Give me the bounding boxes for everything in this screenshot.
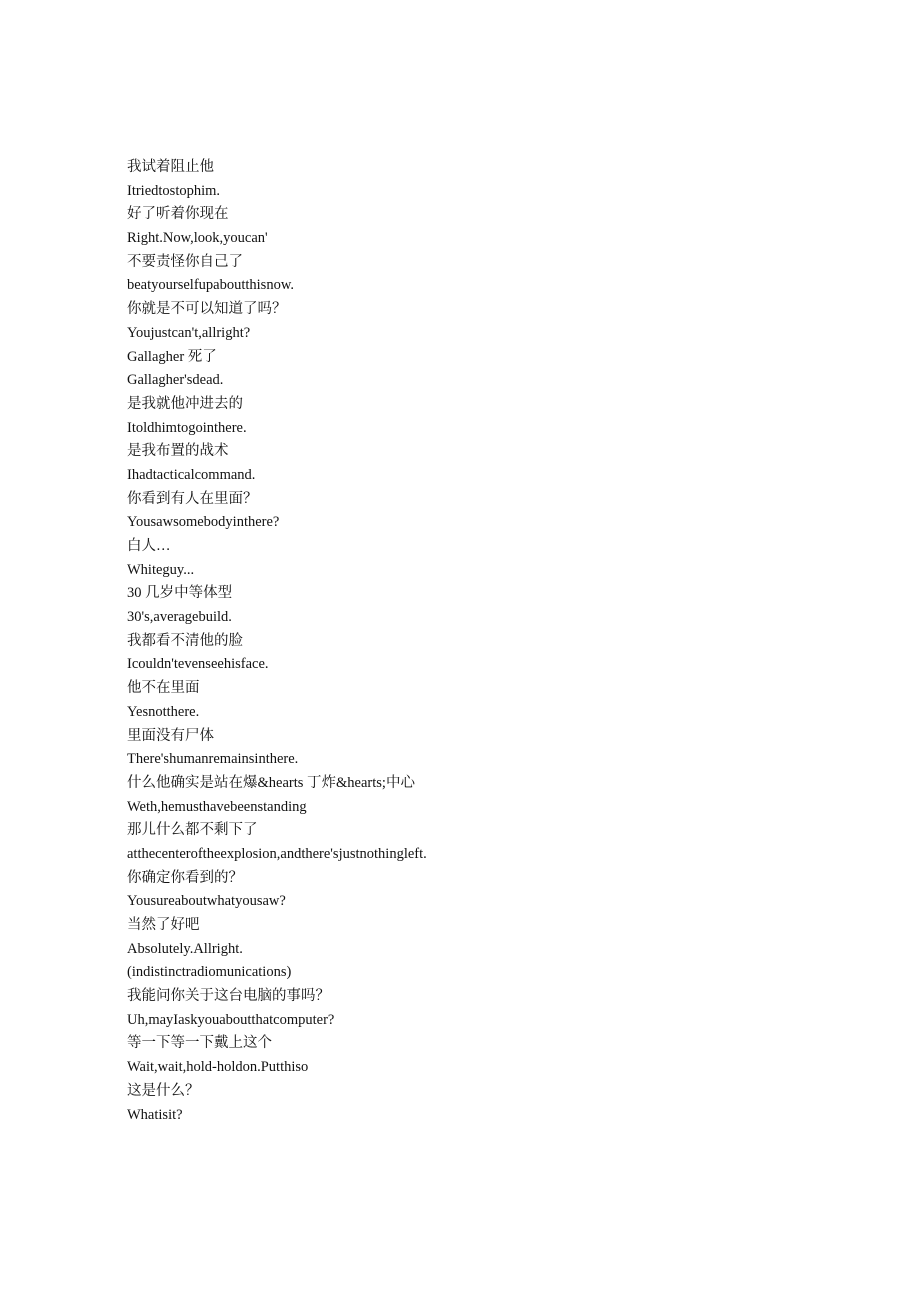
line-22: Icouldn'tevenseehisface. [127,656,269,673]
line-33: 当然了好吧 [127,917,200,933]
line-17: 白人… [127,538,171,554]
line-5: 不要责怪你自己了 [127,253,243,270]
line-19: 30 几岁中等体型 [127,585,233,602]
line-35: (indistinctradiomunications) [127,964,292,981]
subtitle-lines [127,156,887,1127]
line-14: Ihadtacticalcommand. [127,466,256,483]
line-34: Absolutely.Allright. [127,940,243,957]
line-11: 是我就他冲进去的 [127,395,243,412]
line-21: 我都看不清他的脸 [127,632,243,649]
line-3: 好了听着你现在 [127,206,229,223]
line-32: Yousureaboutwhatyousaw? [127,893,286,910]
line-29: 那儿什么都不剩下了 [127,822,258,839]
line-9: Gallagher 死了 [127,348,217,365]
line-16: Yousawsomebodyinthere? [127,514,280,531]
line-8: Youjustcan't,allright? [127,324,251,341]
line-26: There'shumanremainsinthere. [127,751,299,768]
line-25: 里面没有尸体 [127,727,214,744]
line-24: Yesnotthere. [127,703,200,720]
line-41: Whatisit? [127,1106,183,1123]
line-1: 我试着阻止他 [127,159,214,175]
line-36: 我能问你关于这台电脑的事吗？ [127,988,330,1005]
line-40: 这是什么？ [127,1082,200,1099]
line-2: Itriedtostophim. [127,182,221,199]
line-27: 什么他确实是站在爆&hearts 丁炸&hearts;中心 [127,774,415,791]
line-30: atthecenteroftheexplosion,andthere'sjustnothingleft. [127,845,427,862]
line-31: 你确定你看到的？ [127,869,243,886]
line-12: Itoldhimtogointhere. [127,419,247,436]
line-7: 你就是不可以知道了吗？ [127,301,287,318]
line-39: Wait,wait,hold-holdon.Putthiso [127,1059,309,1076]
line-15: 你看到有人在里面？ [127,490,258,507]
line-23: 他不在里面 [127,680,200,697]
line-10: Gallagher'sdead. [127,372,224,389]
line-20: 30's,averagebuild. [127,609,232,626]
line-38: 等一下等一下戴上这个 [127,1035,272,1052]
line-18: Whiteguy... [127,561,195,578]
line-37: Uh,mayIaskyouaboutthatcomputer? [127,1011,335,1028]
line-6: beatyourselfupaboutthisnow. [127,277,294,294]
line-28: Weth,hemusthavebeenstanding [127,798,307,815]
line-13: 是我布置的战术 [127,443,229,460]
line-4: Right.Now,look,youcan' [127,230,268,247]
